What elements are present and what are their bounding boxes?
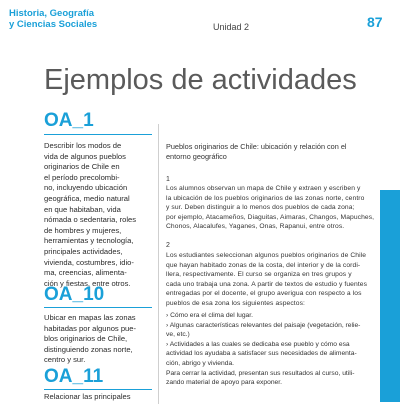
text-line: originarios de Chile en bbox=[44, 162, 120, 172]
bullet-line: ve, etc.) bbox=[166, 331, 190, 339]
activity-text-2 bbox=[166, 251, 374, 309]
activity-text-1 bbox=[166, 184, 374, 232]
column-divider bbox=[158, 124, 159, 404]
text-line: Chonos, Alacalufes, Yaganes, Onas, Rapanui, entre otros. bbox=[166, 223, 345, 231]
text-line: Relacionar las principales bbox=[44, 392, 131, 401]
subject-line-1: Historia, Geografía bbox=[9, 8, 94, 19]
text-line: principales actividades, bbox=[44, 246, 123, 256]
text-line: por ejemplo, Atacameños, Diaguitas, Aimaras, Changos, Mapuches, bbox=[166, 213, 374, 221]
side-tab bbox=[380, 190, 400, 402]
text-line: no, incluyendo ubicación bbox=[44, 183, 128, 193]
page-title: Ejemplos de actividades bbox=[44, 64, 357, 96]
text-line: el período precolombi- bbox=[44, 172, 120, 182]
text-line: ción y fiestas, entre otros. bbox=[44, 278, 131, 288]
text-line: cada uno trabaja una zona. A partir de textos de estudio y fuentes bbox=[166, 280, 368, 288]
objective-text-oa1 bbox=[44, 141, 156, 289]
unit-label: Unidad 2 bbox=[213, 22, 250, 32]
text-line: Describir los modos de bbox=[44, 141, 122, 150]
objective-rule bbox=[44, 134, 152, 135]
objective-code-oa1: OA_1 bbox=[44, 110, 94, 131]
bullet-line: › Algunas características relevantes del paisaje (vegetación, relie- bbox=[166, 321, 361, 329]
bullet-line: zando material de apoyo para exponer. bbox=[166, 379, 282, 387]
text-line: nómada o sedentaria, roles bbox=[44, 215, 137, 225]
bullet-line: actividad los ayudaba a satisfacer sus necesidades de alimenta- bbox=[166, 350, 357, 358]
activity-number-2: 2 bbox=[166, 242, 170, 249]
text-line: y sur. Deben distinguir a lo menos dos pueblos de cada zona; bbox=[166, 204, 355, 212]
text-line: habitadas por algunos pue- bbox=[44, 323, 137, 333]
text-line: en que habitaban, vida bbox=[44, 204, 121, 214]
text-line: Los estudiantes seleccionan algunos pueblos originarios de Chile bbox=[166, 252, 367, 259]
text-line: vida de algunos pueblos bbox=[44, 151, 126, 161]
text-line: blos originarios de Chile, bbox=[44, 334, 128, 344]
page-number: 87 bbox=[367, 14, 383, 30]
bullet-line: ción, abrigo y vivienda. bbox=[166, 359, 235, 367]
objective-rule bbox=[44, 307, 152, 308]
text-line: pueblos de esa zona los siguientes aspectos: bbox=[166, 299, 305, 307]
bullet-line: › Cómo era el clima del lugar. bbox=[166, 312, 253, 319]
text-line: ma, creencias, alimenta- bbox=[44, 268, 127, 278]
text-line: centro y sur. bbox=[44, 355, 86, 365]
objective-text-oa10 bbox=[44, 313, 156, 366]
text-line: llera, respectivamente. El curso se organiza en tres grupos y bbox=[166, 271, 352, 279]
heading-line: Pueblos originarios de Chile: ubicación y relación con el bbox=[166, 142, 347, 151]
text-line: distinguiendo zonas norte, bbox=[44, 344, 133, 354]
text-line: de hombres y mujeres, bbox=[44, 225, 122, 235]
text-line: vivienda, costumbres, idio- bbox=[44, 257, 134, 267]
objective-code-oa11: OA_11 bbox=[44, 366, 104, 387]
text-line: Ubicar en mapas las zonas bbox=[44, 313, 136, 322]
bullet-line: › Actividades a las cuales se dedicaba ese pueblo y cómo esa bbox=[166, 340, 350, 348]
activity-bullets bbox=[166, 311, 376, 388]
objective-rule bbox=[44, 389, 152, 390]
text-line: geográfica, medio natural bbox=[44, 193, 130, 203]
subject-header bbox=[9, 8, 159, 30]
activity-heading bbox=[166, 142, 374, 162]
objective-text-oa11 bbox=[44, 392, 156, 403]
subject-line-2: y Ciencias Sociales bbox=[9, 19, 98, 30]
objective-code-oa10: OA_10 bbox=[44, 284, 105, 305]
activity-number-1: 1 bbox=[166, 176, 170, 183]
text-line: la ubicación de los pueblos originarios de las zonas norte, centro bbox=[166, 194, 365, 202]
text-line: entregadas por el docente, el grupo averigua con respecto a los bbox=[166, 290, 362, 298]
text-line: herramientas y tecnología, bbox=[44, 236, 134, 246]
text-line: que hayan habitado zonas de la costa, del interior y de la cordi- bbox=[166, 261, 361, 269]
bullet-line: Para cerrar la actividad, presentan sus resultados al curso, utili- bbox=[166, 369, 355, 377]
heading-line: entorno geográfico bbox=[166, 152, 227, 161]
text-line: Los alumnos observan un mapa de Chile y extraen y escriben y bbox=[166, 185, 361, 192]
